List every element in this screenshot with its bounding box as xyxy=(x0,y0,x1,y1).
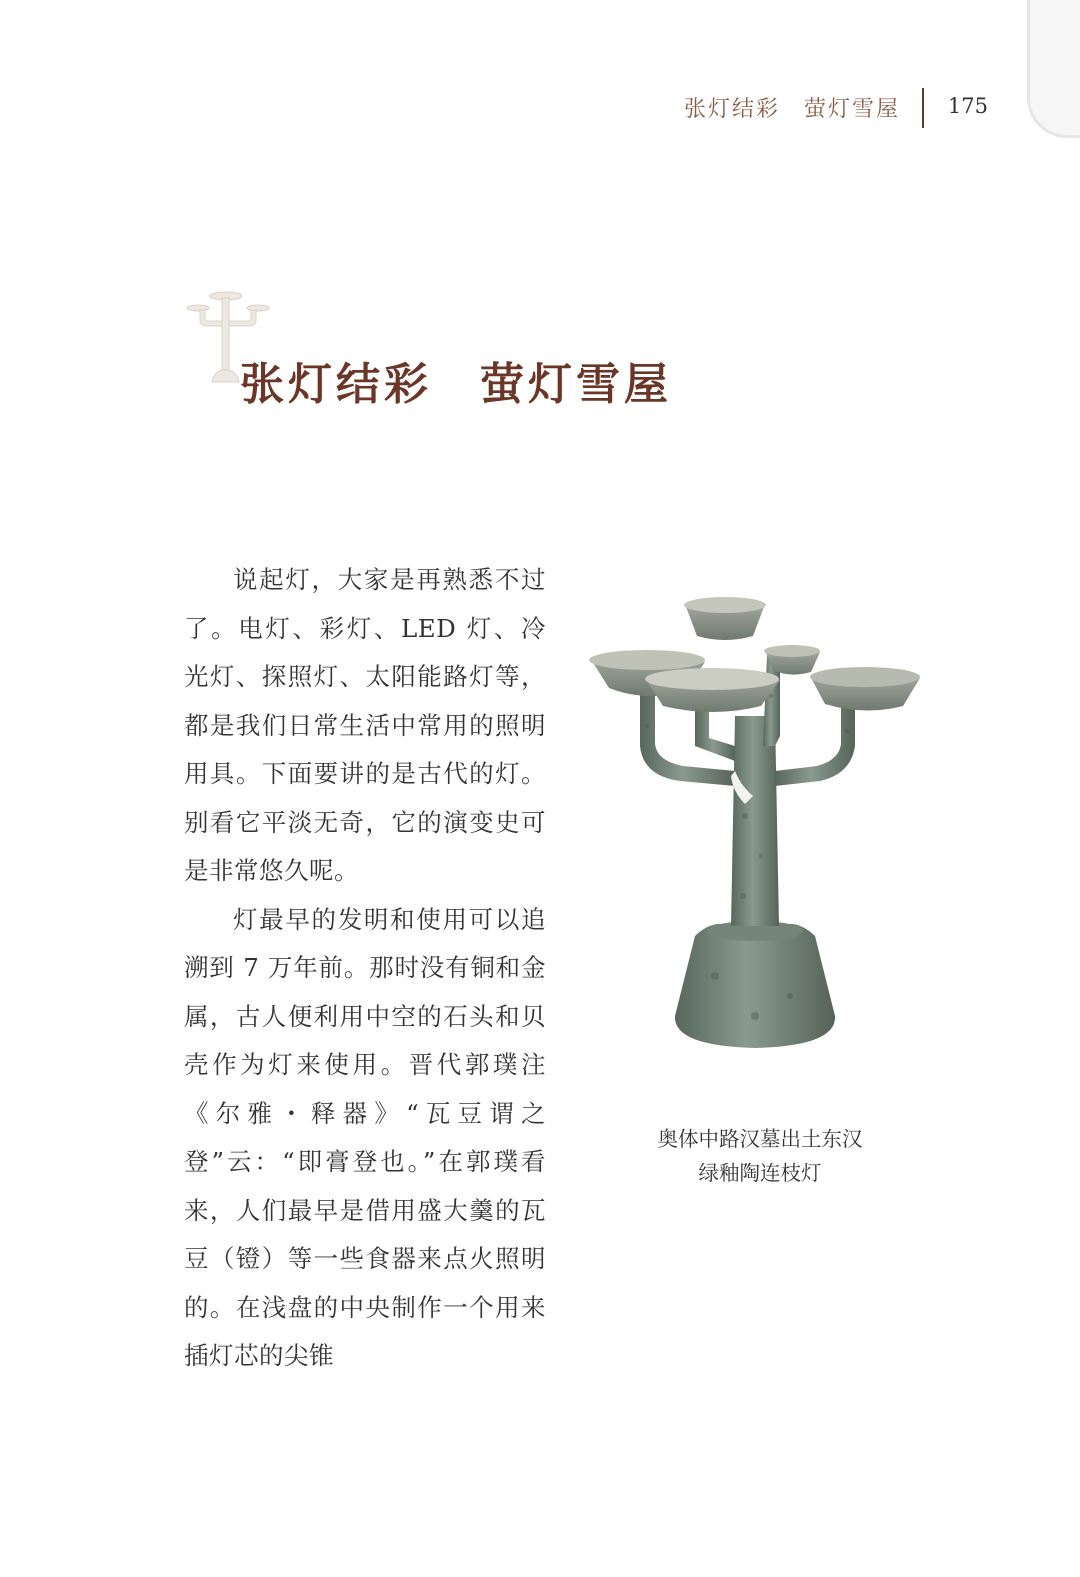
running-header xyxy=(600,88,990,132)
green-glazed-lamp-photo xyxy=(585,596,925,1066)
running-title: 张灯结彩 萤灯雪屋 xyxy=(683,97,900,122)
page-number: 175 xyxy=(947,94,988,118)
paragraph: 说起灯，大家是再熟悉不过了。电灯、彩灯、LED 灯、冷光灯、探照灯、太阳能路灯等，都是我们日常生活中常用的照明用具。下面要讲的是古代的灯。别看它平淡无奇，它的演变史可是非常悠久呢。 xyxy=(184,565,546,885)
header-divider xyxy=(922,88,924,128)
caption-line: 绿釉陶连枝灯 xyxy=(698,1161,822,1185)
paragraph: 灯最早的发明和使用可以追溯到 7 万年前。那时没有铜和金属，古人便利用中空的石头和贝壳作为灯来使用。晋代郭璞注《尔雅・释器》“瓦豆谓之登”云：“即膏登也。”在郭璞看来，人们最早是借用盛大羹的瓦豆（镫）等一些食器来点火照明的。在浅盘的中央制作一个用来插灯芯的尖锥 xyxy=(184,904,546,1370)
page-curl xyxy=(1027,0,1080,138)
figure-caption xyxy=(610,1122,910,1190)
body-text xyxy=(184,556,546,1381)
chapter-title: 张灯结彩 萤灯雪屋 xyxy=(240,359,672,410)
caption-line: 奥体中路汉墓出土东汉 xyxy=(657,1127,863,1151)
